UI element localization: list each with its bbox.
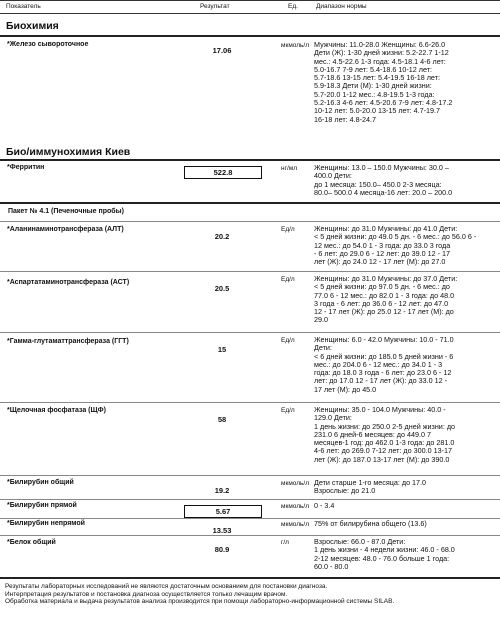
section-biochemistry: Биохимия (6, 20, 59, 32)
section-divider (0, 577, 500, 579)
row-range: 75% от билирубина общего (13.6) (314, 519, 427, 528)
row-divider (0, 332, 500, 333)
row-range: Женщины: 35.0 - 104.0 Мужчины: 40.0 - 129.0 Дети: 1 день жизни: до 250.0 2-5 дней жизни: до 231.0 6 дней-6 месяцев: до 449.0 7 месяцев-1 год: до 462.0 1-3 года: до 281.0 4-6 лет: до 269.0 7-12 лет: до 300.0 13-17 лет (Ж): до 187.0 13-17 лет (М): до 390.0 (314, 405, 456, 464)
row-range: Мужчины: 11.0-28.0 Женщины: 6.6-26.0 Дети (Ж): 1-30 дней жизни: 5.2-22.7 1-12 мес.: 4.5-22.6 1-3 года: 4.5-18.1 4-6 лет: 5.0-16.7 7-9 лет: 5.4-18.6 10-12 лет: 5.7-18.6 13-15 лет: 5.4-19.5 16-18 лет: 5.9-18.3 Дети (М): 1-30 дней жизни: 5.7-20.0 1-12 мес.: 4.8-19.5 1-3 года: 5.2-16.3 4-6 лет: 4.5-20.6 7-9 лет: 4.8-17.2 10-12 лет: 5.0-20.0 13-15 лет: 4.7-19.7 16-18 лет: 4.8-24.7 (314, 40, 453, 124)
row-value: 80.9 (214, 545, 230, 554)
header-unit: Ед. (288, 3, 298, 10)
row-value: 20.5 (214, 284, 230, 293)
footer-line: Интерпретация результатов и постановка диагноза осуществляется только лечащим врачом. (5, 590, 288, 598)
row-name: *Аспартатаминотрансфераза (АСТ) (7, 279, 130, 286)
row-name: *Аланинаминотрансфераза (АЛТ) (7, 226, 124, 233)
row-unit: мкмоль/л (281, 480, 310, 487)
section-divider (0, 202, 500, 204)
row-value-flagged: 5.67 (184, 505, 262, 518)
row-name: *Билирубин непрямой (7, 520, 85, 527)
row-range: Женщины: до 31.0 Мужчины: до 41.0 Дети: < 5 дней жизни: до 49.0 5 дн. - 6 мес.: до 56.0 6 - 12 мес.: до 54.0 1 - 3 года: до 33.0 3 года - 6 лет: до 29.0 6 - 12 лет: до 39.0 12 - 17 лет (Ж): до 24.0 12 - 17 лет (М): до 27.0 (314, 224, 477, 267)
row-divider (0, 475, 500, 476)
package-title: Пакет № 4.1 (Печеночные пробы) (8, 208, 124, 215)
row-unit: Ед/л (281, 337, 295, 344)
row-range: Взрослые: 66.0 - 87.0 Дети: 1 день жизни - 4 недели жизни: 46.0 - 68.0 2-12 месяцев: 48.0 - 76.0 больше 1 года: 60.0 - 80.0 (314, 537, 455, 571)
row-value: 20.2 (214, 232, 230, 241)
row-unit: г/л (281, 539, 289, 546)
row-value: 15 (217, 345, 227, 354)
header-indicator: Показатель (6, 3, 41, 10)
row-value: 13.53 (212, 526, 232, 535)
row-unit: Ед/л (281, 226, 295, 233)
row-value: 17.06 (212, 46, 232, 55)
row-range: 0 - 3.4 (314, 501, 335, 510)
row-value: 58 (217, 415, 227, 424)
row-name: *Щелочная фосфатаза (ЩФ) (7, 407, 106, 414)
footer-line: Результаты лабораторных исследований не являются достаточным основанием для постановки диагноза. (5, 583, 328, 590)
row-divider (0, 221, 500, 222)
row-range: Женщины: до 31.0 Мужчины: до 37.0 Дети: < 5 дней жизни: до 97.0 5 дн. - 6 мес.: до 77.0 6 - 12 мес.: до 82.0 1 - 3 года: до 48.0 3 года - 6 лет: до 36.0 6 - 12 лет: до 47.0 12 - 17 лет (Ж): до 25.0 12 - 17 лет (М): до 29.0 (314, 274, 458, 325)
row-unit: Ед/л (281, 407, 295, 414)
header-range: Диапазон нормы (316, 3, 367, 10)
row-name: *Билирубин прямой (7, 502, 77, 509)
row-divider (0, 535, 500, 536)
row-value-flagged: 522.8 (184, 166, 262, 179)
section-divider (0, 35, 500, 37)
row-unit: мкмоль/л (281, 42, 310, 49)
row-value: 19.2 (214, 486, 230, 495)
footer-disclaimer (5, 583, 394, 606)
row-divider (0, 402, 500, 403)
section-divider (0, 159, 500, 161)
row-range: Женщины: 13.0 – 150.0 Мужчины: 30.0 – 400.0 Дети: до 1 месяца: 150.0– 450.0 2-3 месяца: 80.0– 500.0 4 месяца-16 лет: 20.0 – 200.0 (314, 163, 453, 197)
table-header (0, 0, 500, 14)
row-name: *Билирубин общий (7, 479, 74, 486)
row-name: *Ферритин (7, 164, 45, 171)
row-divider (0, 271, 500, 272)
section-immunochemistry: Био/иммунохимия Киев (6, 146, 131, 158)
row-range: Женщины: 6.0 - 42.0 Мужчины: 10.0 - 71.0 Дети: < 6 дней жизни: до 185.0 5 дней жизни - 6 мес.: до 204.0 6 - 12 мес.: до 34.0 1 - 3 года: до 18.0 3 года - 6 лет: до 23.0 6 - 12 лет: до 17.0 12 - 17 лет (Ж): до 33.0 12 - 17 лет (М): до 45.0 (314, 335, 454, 394)
row-name: *Железо сывороточное (7, 41, 89, 48)
row-divider (0, 499, 500, 500)
header-result: Результат (200, 3, 230, 10)
row-unit: мкмоль/л (281, 521, 310, 528)
row-unit: нг/мл (281, 165, 298, 172)
row-unit: мкмоль/л (281, 503, 310, 510)
footer-line: Обработка материала и выдача результатов анализа производится при помощи лабораторно-информационной системы SILAB. (5, 598, 395, 605)
row-name: *Гамма-глутаматтрансфераза (ГГТ) (7, 338, 129, 345)
row-unit: Ед/л (281, 276, 295, 283)
row-range: Дети старше 1-го месяца: до 17.0 Взрослые: до 21.0 (314, 478, 427, 496)
row-name: *Белок общий (7, 539, 56, 546)
